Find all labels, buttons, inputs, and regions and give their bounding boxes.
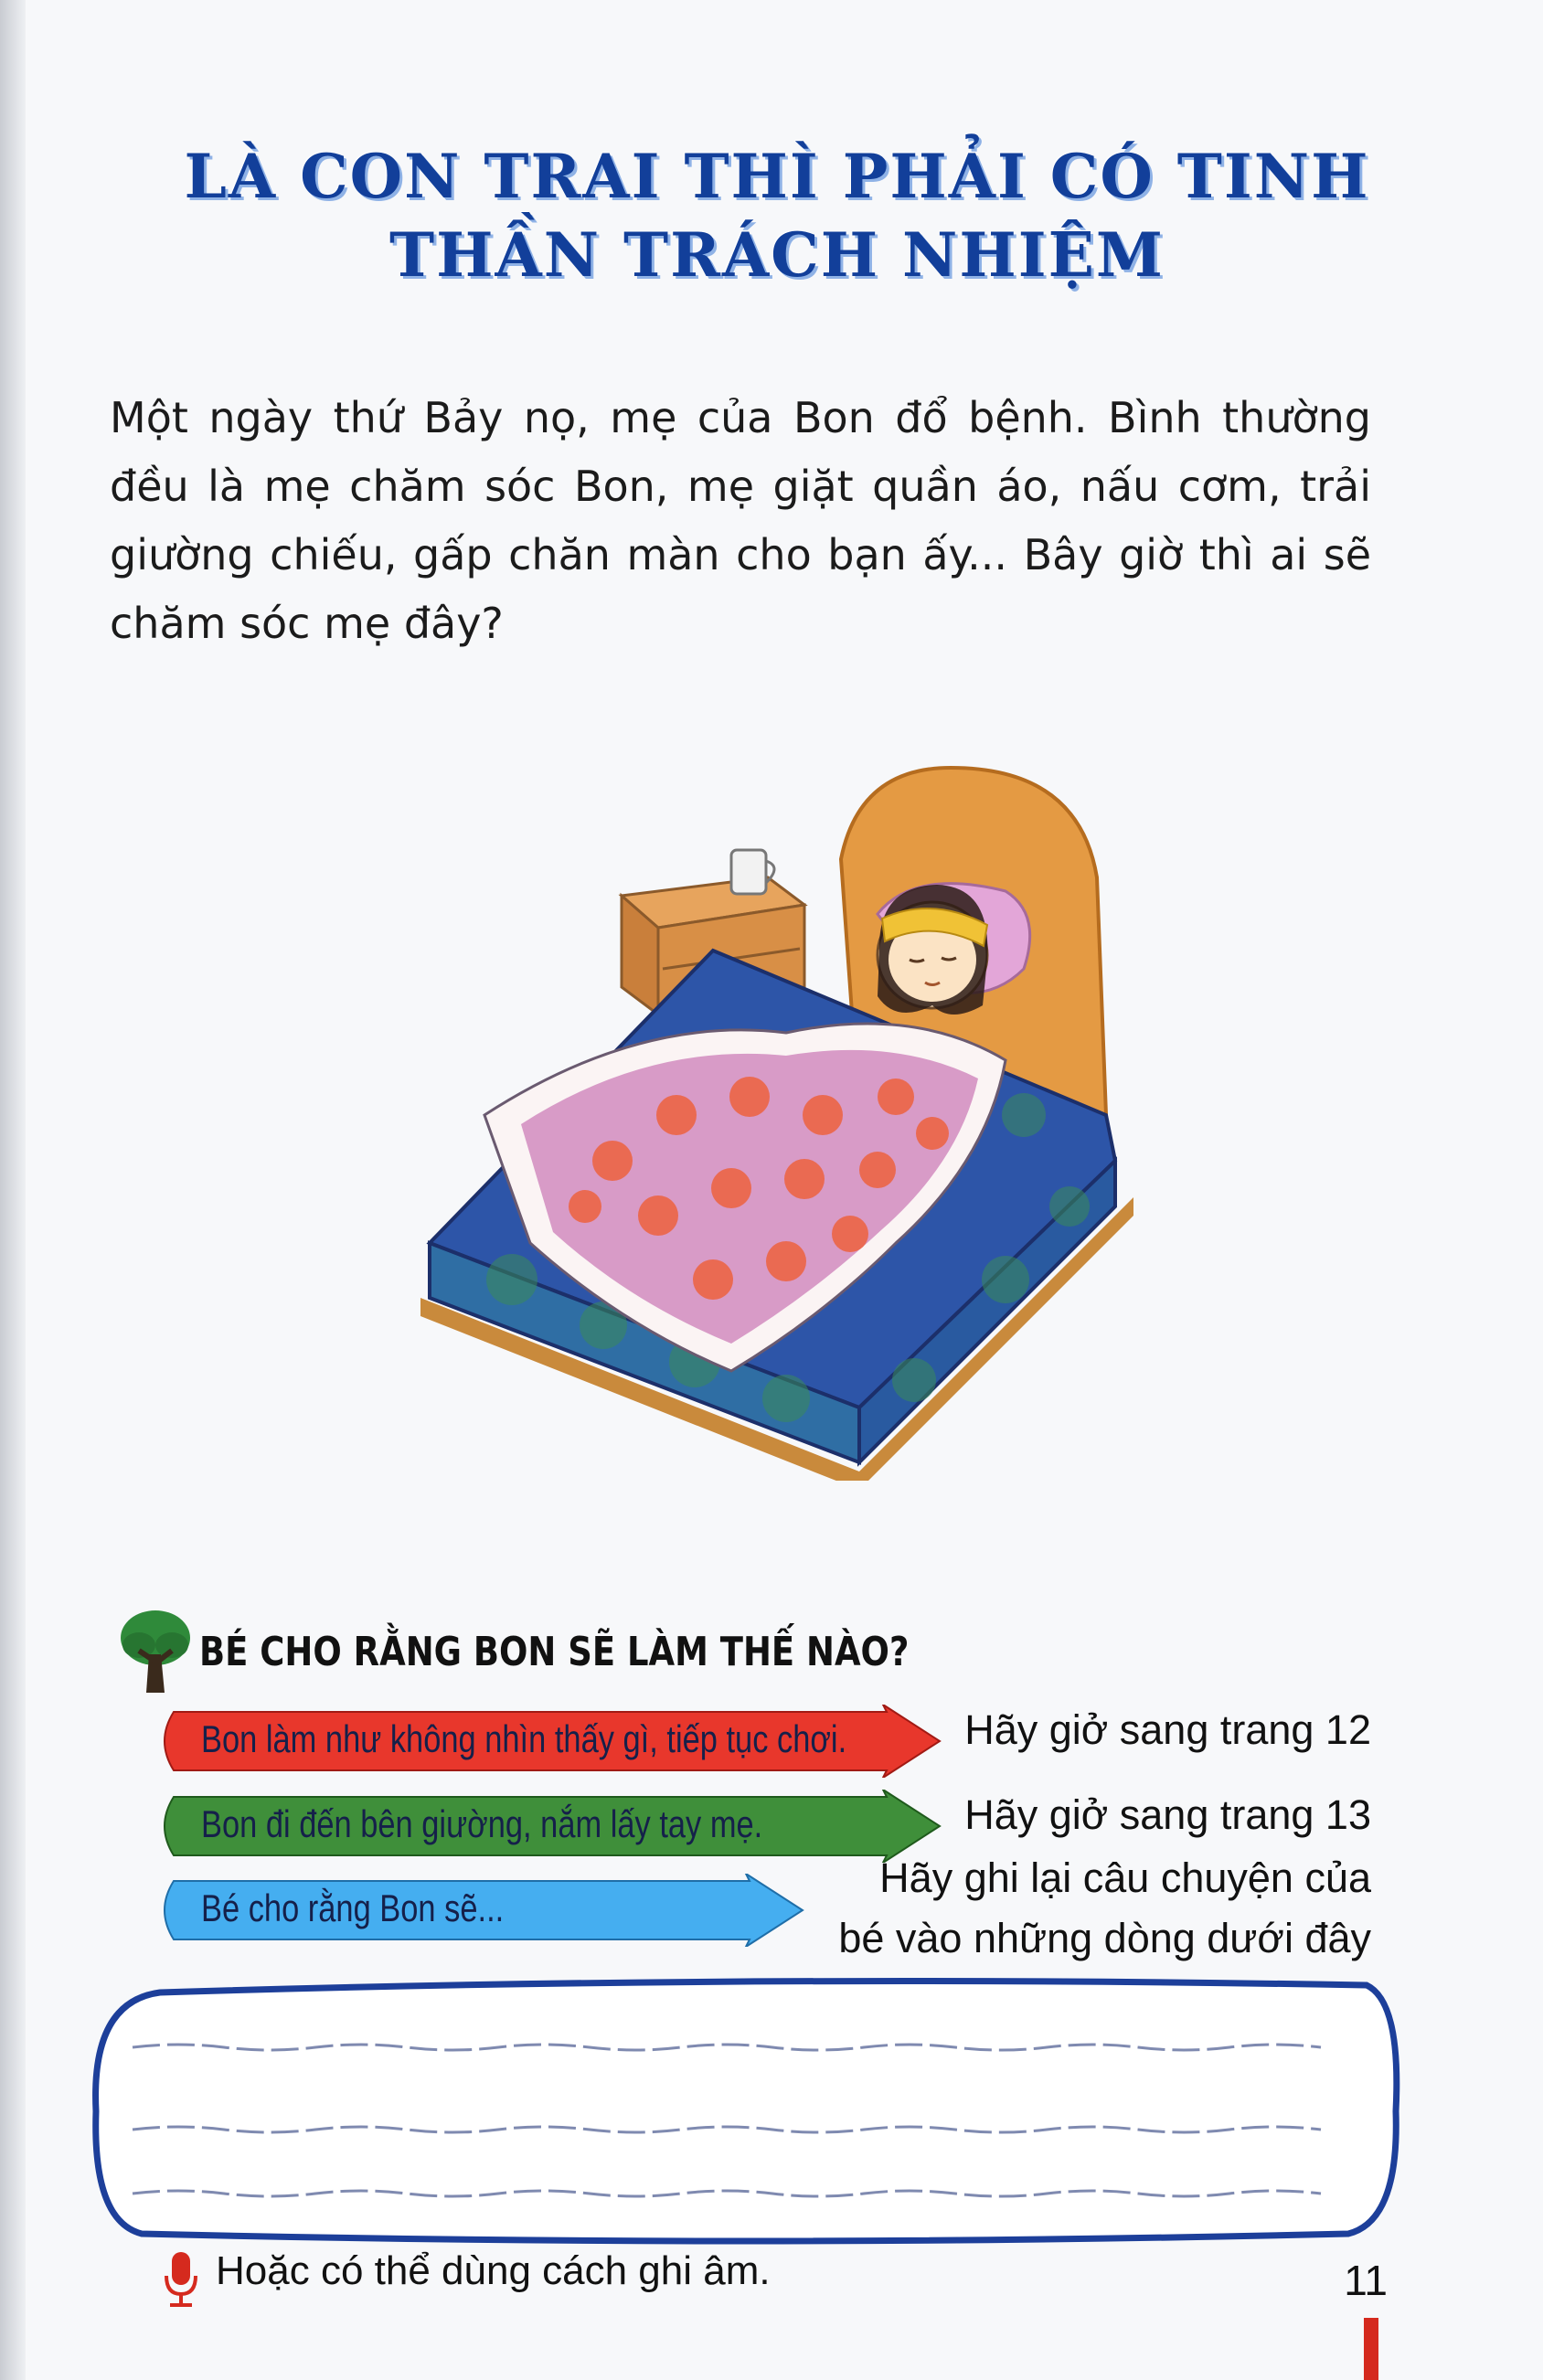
goto-page-12: Hãy giở sang trang 12: [964, 1706, 1371, 1753]
choice-label-3: Bé cho rằng Bon sẽ...: [201, 1886, 505, 1929]
question-text: BÉ CHO RẰNG BON SẼ LÀM THẾ NÀO?: [199, 1629, 910, 1675]
question-row: [119, 1609, 1216, 1709]
choice-option-1[interactable]: [155, 1705, 942, 1778]
write-story-line-2: bé vào những dòng dưới đây: [838, 1915, 1371, 1961]
write-story-instruction: [838, 1848, 1371, 1969]
choice-option-2[interactable]: [155, 1790, 942, 1863]
choice-option-3[interactable]: [155, 1874, 804, 1947]
page-number: 11: [1344, 2257, 1388, 2304]
microphone-icon: [163, 2250, 199, 2309]
goto-page-13: Hãy giở sang trang 13: [964, 1791, 1371, 1838]
title-line-2: THẦN TRÁCH NHIỆM: [389, 219, 1165, 291]
page-binding-edge: [0, 0, 26, 2380]
sick-mother-in-bed-illustration: [347, 731, 1243, 1481]
intro-paragraph: Một ngày thứ Bảy nọ, mẹ của Bon đổ bệnh. Bình thường đều là mẹ chăm sóc Bon, mẹ giặt quần áo, nấu cơm, trải giường chiếu, gấp chăn màn cho bạn ấy... Bây giờ thì ai sẽ chăm sóc mẹ đây?: [110, 393, 1371, 648]
answer-writing-box[interactable]: [87, 1974, 1403, 2248]
page-title: [110, 137, 1444, 294]
recording-note: Hoặc có thể dùng cách ghi âm.: [216, 2248, 771, 2293]
choice-label-2: Bon đi đến bên giường, nắm lấy tay mẹ.: [201, 1802, 763, 1845]
page-edge-tab: [1364, 2318, 1378, 2380]
write-story-line-1: Hãy ghi lại câu chuyện của: [879, 1854, 1371, 1901]
tree-icon: [119, 1609, 192, 1700]
title-line-1: LÀ CON TRAI THÌ PHẢI CÓ TINH: [184, 141, 1370, 212]
choice-label-1: Bon làm như không nhìn thấy gì, tiếp tục chơi.: [201, 1717, 847, 1760]
